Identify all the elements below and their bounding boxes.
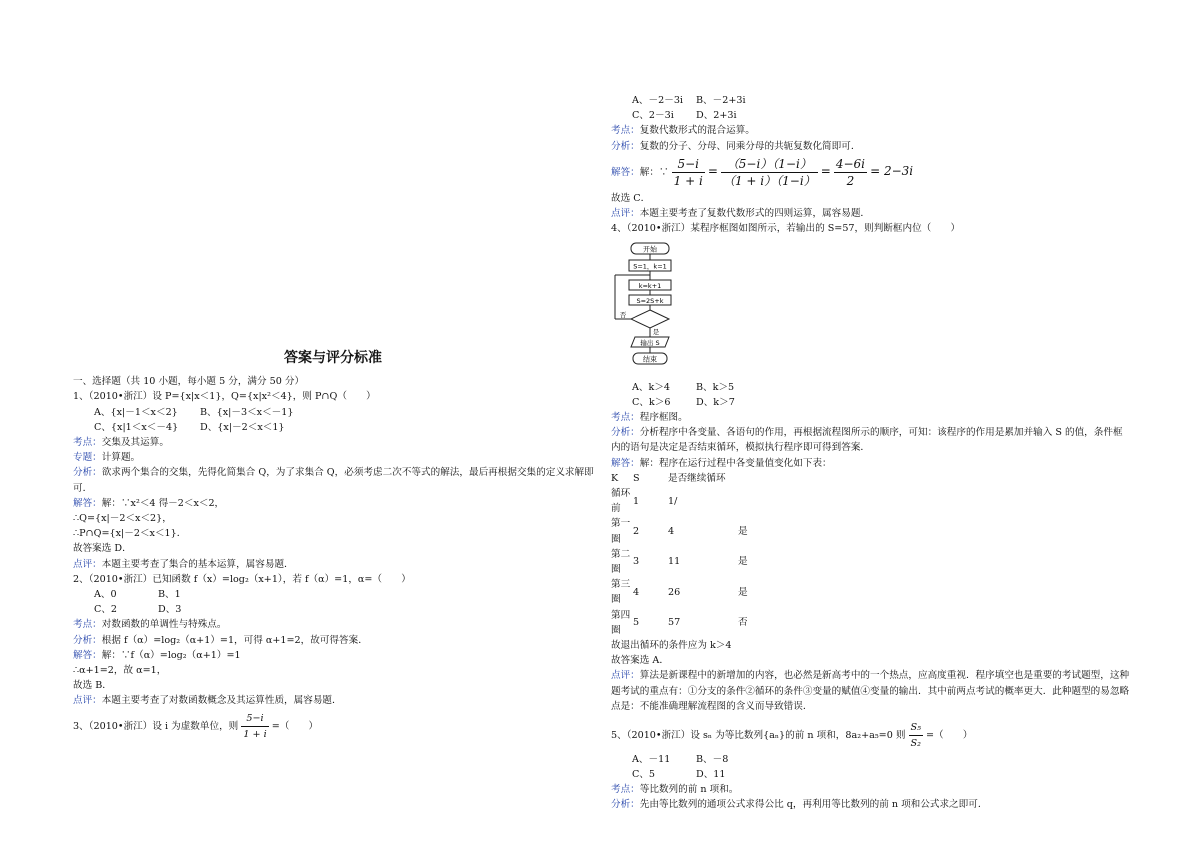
table-header-continue: 是否继续循环 — [668, 472, 726, 484]
fraction — [672, 156, 705, 189]
stem-suffix: =（ ） — [271, 720, 319, 732]
option-a: A、－11 — [632, 753, 671, 765]
left-column — [73, 351, 595, 742]
decision-node — [631, 310, 669, 328]
end-label: 结束 — [643, 355, 657, 364]
solution-step: ∴α+1=2，故 α=1， — [73, 665, 167, 677]
kaodian-text: 交集及其运算。 — [101, 437, 169, 449]
option-d: D、{x|－2＜x＜1} — [200, 421, 285, 433]
options-row — [611, 93, 1131, 108]
question-2 — [73, 572, 595, 709]
dianping-label: 点评： — [73, 695, 102, 707]
question-stem: 2、（2010•浙江）已知函数 f（x）=log₂（x+1），若 f（α）=1，α=（ ） — [73, 573, 411, 585]
fraction — [241, 711, 268, 742]
numerator: 5−i — [241, 711, 268, 727]
option-a: A、{x|－1＜x＜2} — [94, 406, 178, 418]
jieda-label: 解答： — [611, 166, 640, 178]
denominator: 2 — [846, 173, 855, 188]
solution-equation: 解答：解：∵ $\frac{5-i}{1 + i}$ = $\frac{(5-i)(1-i)}{(1 + i)(1-i)}$ = $\frac{4-6i}{2}$ = 2−3i — [611, 156, 914, 188]
denominator: 1 + i — [243, 728, 267, 740]
option-c: C、{x|1＜x＜－4} — [94, 421, 179, 433]
kaodian-text: 复数代数形式的混合运算。 — [639, 125, 755, 137]
option-b: B、{x|－3＜x＜－1} — [200, 406, 294, 418]
question-5 — [611, 720, 1131, 812]
no-label: 否 — [619, 311, 627, 320]
kaodian-label: 考点： — [73, 437, 102, 449]
fenxi-label: 分析： — [611, 140, 640, 152]
options-row — [73, 602, 595, 617]
solution-step: 故答案选 D． — [73, 543, 132, 555]
solution-step: 故退出循环的条件应为 k＞4 — [611, 640, 732, 652]
stem-prefix: 3、（2010•浙江）设 i 为虚数单位，则 — [73, 720, 239, 732]
options-row — [73, 405, 595, 420]
yes-label: 是 — [652, 328, 660, 337]
table-row: 循环前 1 1/ — [611, 488, 678, 515]
fraction — [721, 156, 818, 189]
right-column — [611, 93, 1131, 812]
question-stem — [611, 720, 1131, 751]
numerator: S₅ — [909, 720, 923, 736]
fenxi-label: 分析： — [73, 467, 102, 479]
flowchart — [611, 240, 1131, 373]
jieda-text: 解：∵f（α）=log₂（α+1）=1 — [101, 649, 241, 661]
section-heading: 一、选择题（共 10 小题，每小题 5 分，满分 50 分） — [73, 376, 305, 388]
question-1 — [73, 389, 595, 571]
step1-label: k=k+1 — [638, 282, 662, 291]
option-b: B、k＞5 — [696, 381, 735, 393]
options-row — [73, 420, 595, 435]
kaodian-text: 对数函数的单调性与特殊点。 — [101, 619, 227, 631]
denominator: S₂ — [910, 738, 921, 750]
dianping-text: 本题主要考查了集合的基本运算，属容易题． — [101, 558, 294, 570]
question-stem: 1、（2010•浙江）设 P={x|x＜1}，Q={x|x²＜4}，则 P∩Q（ ） — [73, 391, 376, 403]
option-c: C、k＞6 — [632, 396, 671, 408]
kaodian-text: 等比数列的前 n 项和。 — [639, 783, 739, 795]
option-c: C、5 — [632, 768, 656, 780]
jieda-text: 解：∵ — [639, 166, 669, 178]
solution-step: 故答案选 A． — [611, 655, 669, 667]
option-b: B、－8 — [696, 753, 729, 765]
step2-label: S=2S+k — [636, 297, 664, 306]
fenxi-text: 欲求两个集合的交集，先得化简集合 Q，为了求集合 Q，必须考虑二次不等式的解法，最后再根据交集的定义求解即可． — [73, 467, 594, 494]
zhuanti-label: 专题： — [73, 452, 102, 464]
options-row — [611, 395, 1131, 410]
stem-prefix: 5、（2010•浙江）设 sₙ 为等比数列{aₙ}的前 n 项和，8a₂+a₅=0 则 — [611, 730, 906, 742]
question-3-continued — [611, 93, 1131, 221]
question-4 — [611, 221, 1131, 714]
option-d: D、11 — [696, 768, 726, 780]
options-row — [73, 587, 595, 602]
fenxi-label: 分析： — [611, 799, 640, 811]
result: = 2−3i — [870, 163, 914, 178]
dianping-text: 本题主要考查了复数代数形式的四则运算，属容易题． — [639, 208, 871, 220]
numerator: 4−6i — [835, 156, 866, 171]
table-header-k: K — [611, 472, 619, 484]
question-3-stem — [73, 711, 595, 742]
page-title: 答案与评分标准 — [284, 350, 382, 366]
options-row — [611, 752, 1131, 767]
option-d: D、2+3i — [696, 110, 737, 122]
dianping-text: 本题主要考查了对数函数概念及其运算性质，属容易题． — [101, 695, 342, 707]
option-c: C、2 — [94, 604, 118, 616]
solution-step: ∴P∩Q={x|－2＜x＜1}． — [73, 528, 187, 540]
kaodian-label: 考点： — [611, 125, 640, 137]
dianping-label: 点评： — [611, 208, 640, 220]
fenxi-text: 先由等比数列的通项公式求得公比 q，再利用等比数列的前 n 项和公式求之即可． — [639, 799, 988, 811]
dianping-label: 点评： — [73, 558, 102, 570]
zhuanti-text: 计算题。 — [101, 452, 141, 464]
dianping-label: 点评： — [611, 670, 640, 682]
question-stem: 4、（2010•浙江）某程序框图如图所示，若输出的 S=57，则判断框内位（ ） — [611, 223, 961, 235]
kaodian-label: 考点： — [611, 783, 640, 795]
dianping-text: 算法是新课程中的新增加的内容，也必然是新高考中的一个热点，应高度重视．程序填空也是重要的考试题型，这种题考试的重点有：①分支的条件②循环的条件③变量的赋值④变量的输出．其中前两点考试的概率更大．此种题型的易忽略点是：不能准确理解流程图的含义而导致错误． — [611, 670, 1130, 712]
option-b: B、1 — [158, 589, 181, 601]
options-row — [611, 767, 1131, 782]
jieda-label: 解答： — [611, 457, 640, 469]
table-row: 第一圈 2 4 是 — [611, 518, 748, 545]
table-row: 第三圈 4 26 是 — [611, 579, 748, 606]
init-label: S=1，k=1 — [633, 262, 667, 271]
jieda-label: 解答： — [73, 497, 102, 509]
start-label: 开始 — [643, 245, 657, 254]
option-a: A、0 — [94, 589, 117, 601]
options-row — [611, 380, 1131, 395]
option-a: A、－2－3i — [632, 95, 683, 106]
solution-step: ∴Q={x|－2＜x＜2}， — [73, 513, 172, 525]
kaodian-text: 程序框图。 — [639, 412, 688, 424]
flowchart-diagram — [611, 240, 681, 368]
numerator: 5−i — [672, 156, 705, 173]
jieda-text: 解：∵x²＜4 得－2＜x＜2， — [101, 497, 225, 509]
option-d: D、3 — [158, 604, 182, 616]
jieda-text: 解：程序在运行过程中各变量值变化如下表： — [639, 457, 832, 469]
numerator: （5−i）（1−i） — [721, 156, 818, 173]
option-d: D、k＞7 — [696, 396, 735, 408]
denominator: （1 + i）（1−i） — [722, 173, 816, 188]
table-header-s: S — [633, 472, 640, 484]
table-row: 第四圈 5 57 否 — [611, 609, 748, 636]
stem-suffix: =（ ） — [926, 730, 973, 742]
option-a: A、k＞4 — [632, 381, 671, 393]
solution-step: 故选 B． — [73, 680, 112, 692]
loop-table — [611, 471, 748, 638]
jieda-label: 解答： — [73, 649, 102, 661]
fenxi-text: 复数的分子、分母、同乘分母的共轭复数化简即可． — [639, 140, 861, 152]
options-row — [611, 108, 1131, 123]
option-c: C、2－3i — [632, 110, 674, 122]
output-label: 输出 S — [640, 339, 660, 348]
fraction — [909, 720, 923, 751]
fenxi-text: 根据 f（α）=log₂（α+1）=1，可得 α+1=2，故可得答案． — [101, 634, 368, 646]
solution-step: 故选 C． — [611, 192, 651, 204]
fenxi-label: 分析： — [611, 427, 640, 439]
table-row: 第二圈 3 11 是 — [611, 548, 748, 576]
fenxi-label: 分析： — [73, 634, 102, 646]
fenxi-text: 分析程序中各变量、各语句的作用，再根据流程图所示的顺序，可知：该程序的作用是累加并输入 S 的值，条件框内的语句是决定是否结束循环，模拟执行程序即可得到答案． — [611, 427, 1123, 454]
kaodian-label: 考点： — [611, 412, 640, 424]
fraction — [834, 156, 867, 189]
option-b: B、－2+3i — [696, 95, 746, 106]
denominator: 1 + i — [673, 173, 703, 188]
kaodian-label: 考点： — [73, 619, 102, 631]
